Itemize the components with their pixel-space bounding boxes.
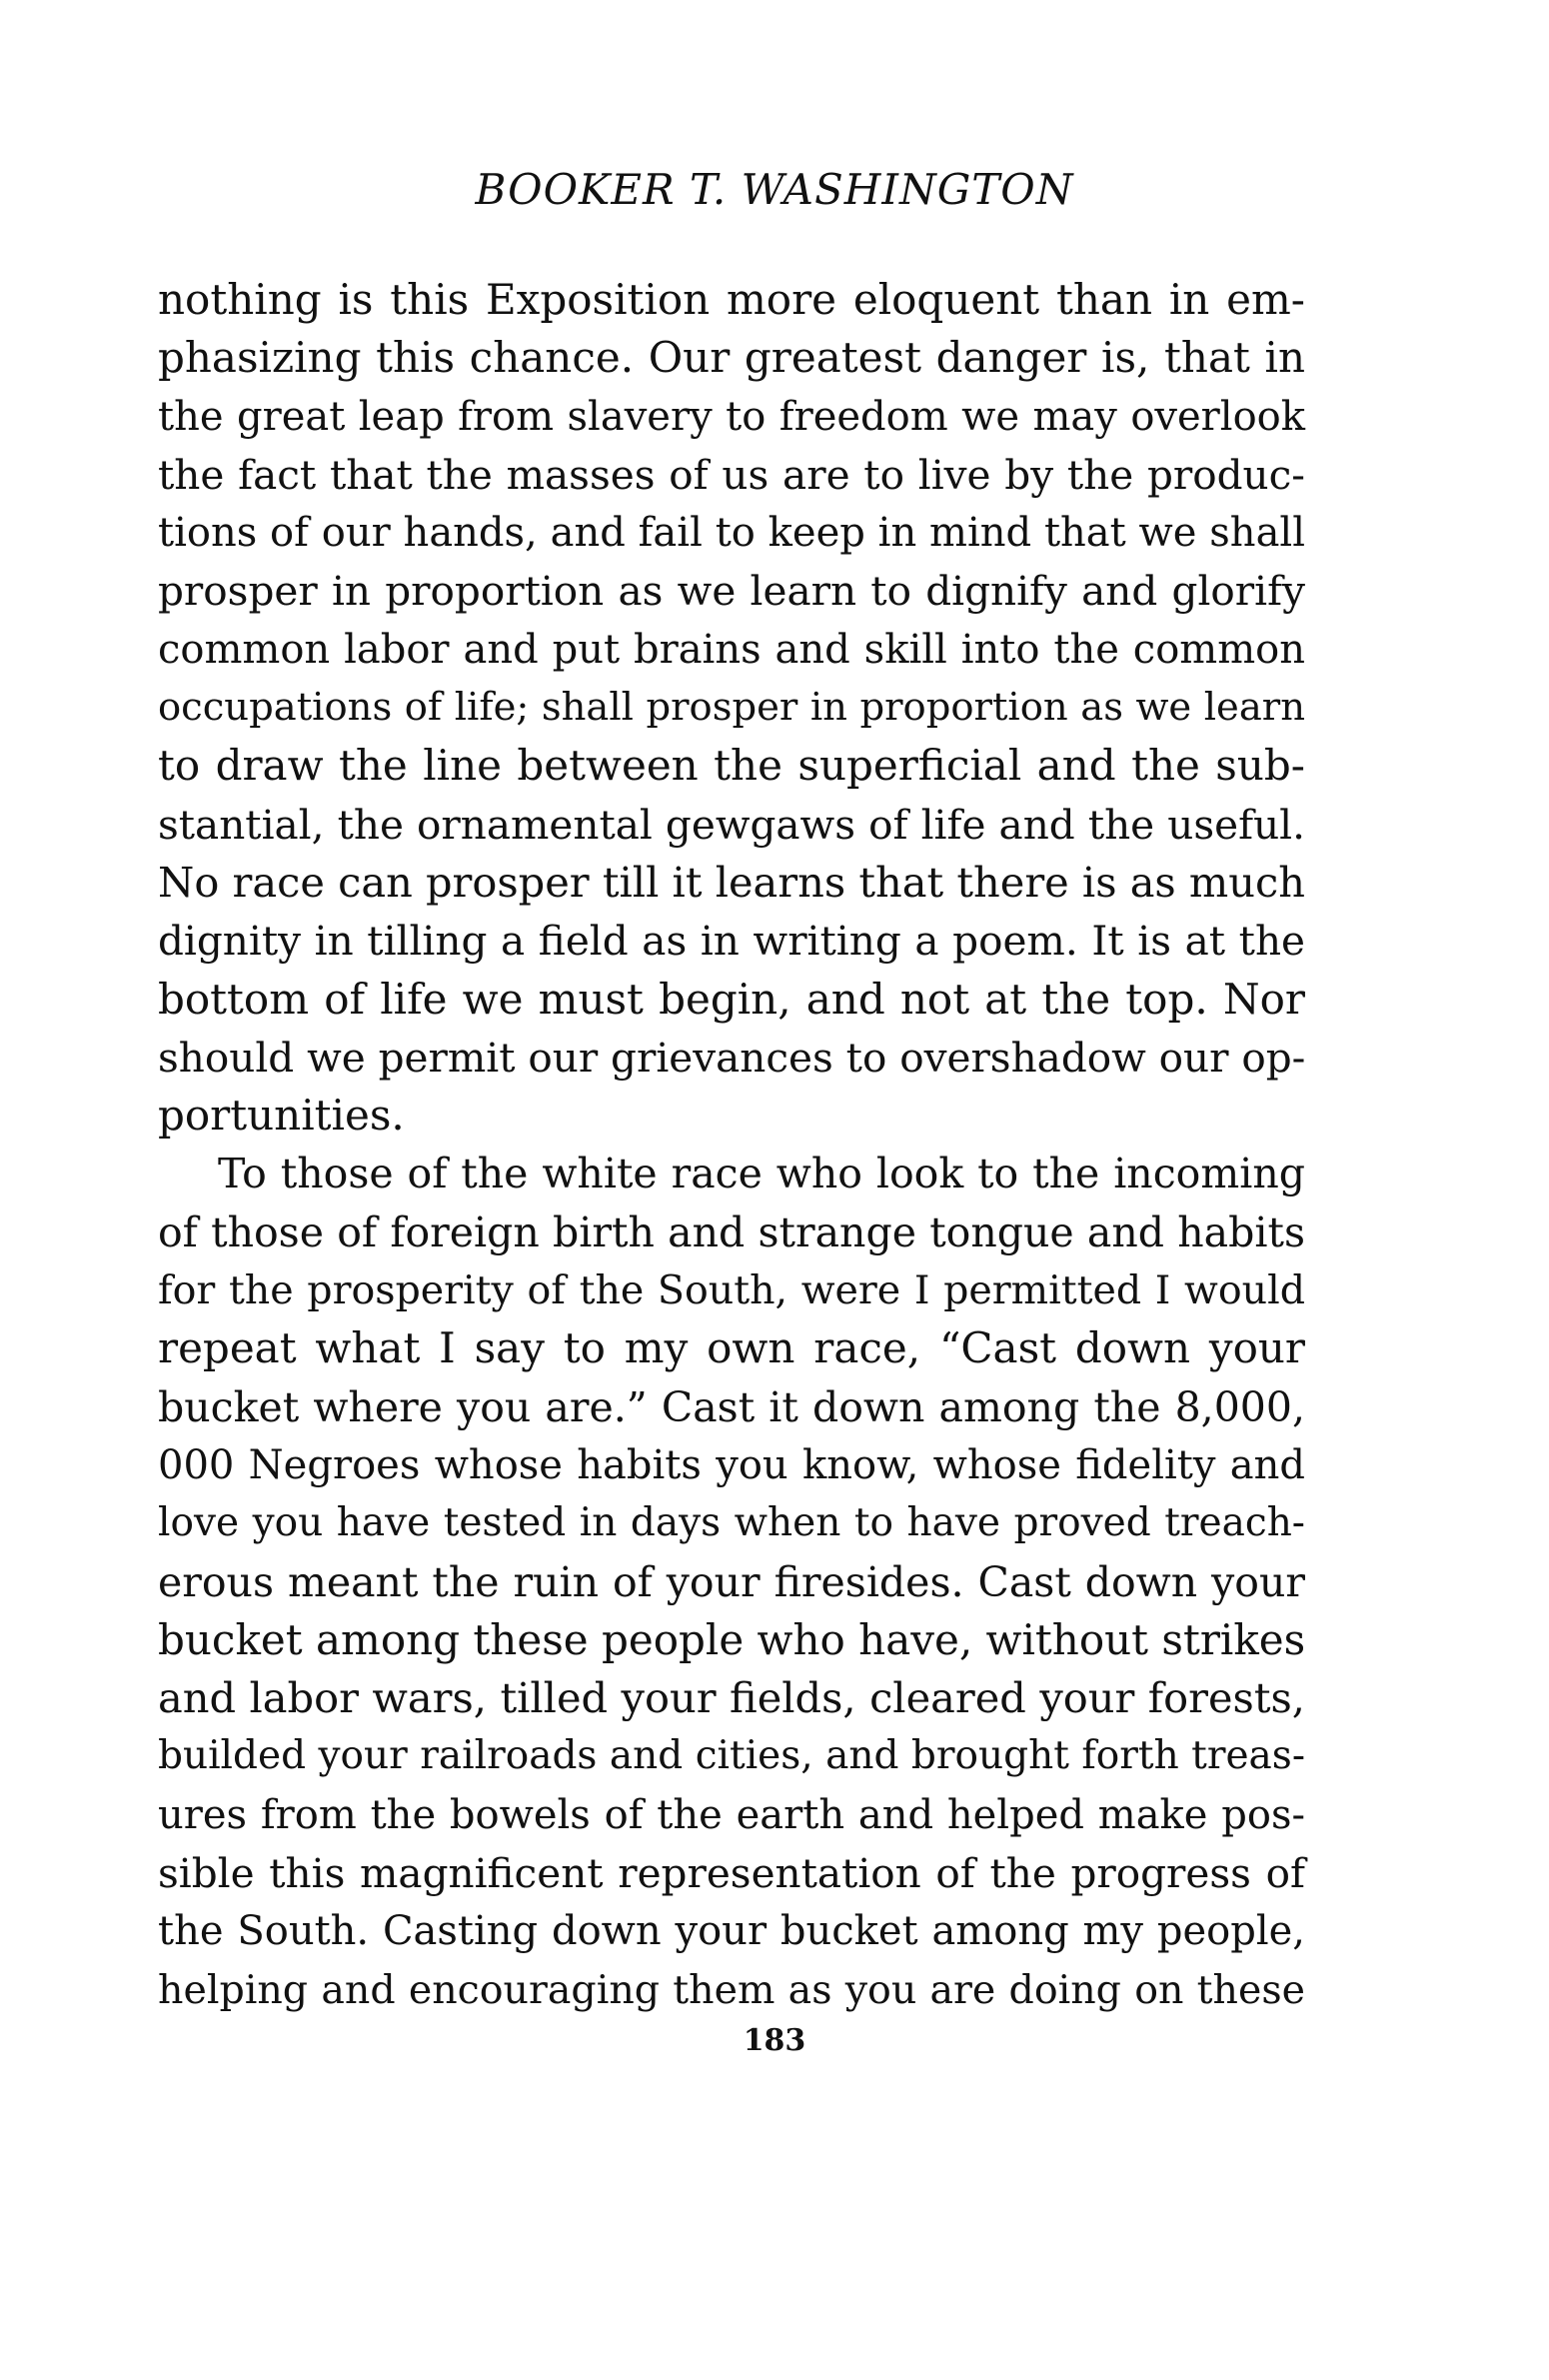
text-line: erous meant the ruin of your firesides. Cast down your bbox=[158, 1557, 1305, 1606]
page-number: 183 bbox=[743, 2023, 806, 2058]
text-line: love you have tested in days when to have proved treach- bbox=[158, 1500, 1305, 1546]
text-line: dignity in tilling a field as in writing a poem. It is at the bbox=[158, 917, 1305, 966]
text-line: for the prosperity of the South, were I permitted I would bbox=[158, 1267, 1305, 1314]
text-line: the great leap from slavery to freedom we may overlook bbox=[158, 393, 1305, 440]
text-line: bucket among these people who have, without strikes bbox=[158, 1614, 1306, 1664]
text-line: nothing is this Exposition more eloquent than in em- bbox=[158, 275, 1305, 324]
text-line: occupations of life; shall prosper in proportion as we learn bbox=[158, 685, 1305, 731]
text-line: common labor and put brains and skill into the common bbox=[158, 626, 1305, 673]
text-line: helping and encouraging them as you are doing on these bbox=[158, 1966, 1305, 2013]
text-line: bottom of life we must begin, and not at the top. Nor bbox=[158, 974, 1305, 1024]
text-line: tions of our hands, and fail to keep in mind that we shall bbox=[158, 510, 1305, 557]
text-line: To those of the white race who look to the incoming bbox=[218, 1150, 1305, 1198]
text-line: the South. Casting down your bucket among my people, bbox=[158, 1908, 1305, 1955]
body-text bbox=[158, 271, 1305, 2019]
text-line: should we permit our grievances to overshadow our op- bbox=[158, 1033, 1306, 1082]
paragraph bbox=[158, 271, 1305, 1145]
text-line: to draw the line between the superficial and the sub- bbox=[158, 741, 1305, 791]
text-line: repeat what I say to my own race, “Cast down your bbox=[158, 1323, 1305, 1373]
text-line: and labor wars, tilled your fields, cleared your forests, bbox=[158, 1673, 1305, 1723]
text-line: builded your railroads and cities, and brought forth treas- bbox=[158, 1733, 1305, 1779]
text-line: ures from the bowels of the earth and helped make pos- bbox=[158, 1791, 1305, 1838]
text-line: the fact that the masses of us are to live by the produc- bbox=[158, 450, 1305, 499]
paragraph bbox=[158, 1145, 1305, 2018]
running-head: BOOKER T. WASHINGTON bbox=[475, 165, 1074, 214]
text-line: stantial, the ornamental gewgaws of life and the useful. bbox=[158, 800, 1305, 849]
text-line: No race can prosper till it learns that there is as much bbox=[158, 857, 1305, 907]
text-line: sible this magnificent representation of the progress of bbox=[158, 1849, 1305, 1898]
text-line: bucket where you are.” Cast it down among the 8,000, bbox=[158, 1382, 1305, 1431]
text-line: 000 Negroes whose habits you know, whose fidelity and bbox=[158, 1441, 1305, 1488]
text-line: prosper in proportion as we learn to dignify and glorify bbox=[158, 567, 1305, 616]
text-line: portunities. bbox=[158, 1091, 405, 1141]
text-line: phasizing this chance. Our greatest danger is, that in bbox=[158, 333, 1305, 383]
text-line: of those of foreign birth and strange tongue and habits bbox=[158, 1207, 1305, 1256]
